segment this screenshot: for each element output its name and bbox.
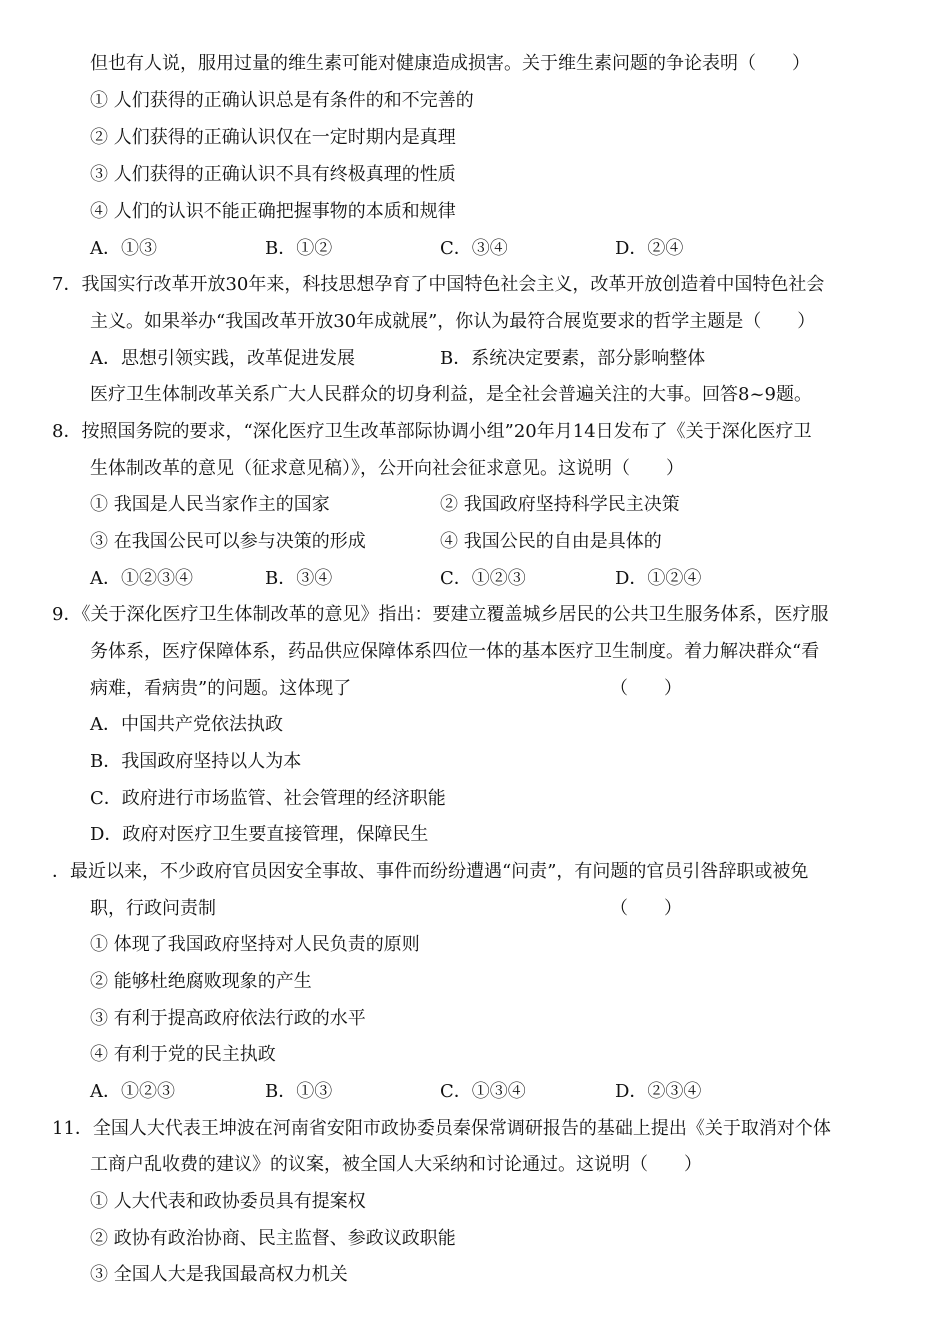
q10-choice-b: B．①③	[265, 1081, 333, 1102]
q9-option-d: D．政府对医疗卫生要直接管理，保障民生	[90, 824, 429, 845]
q6-item-2: ② 人们获得的正确认识仅在一定时期内是真理	[90, 127, 456, 148]
q8-choices	[90, 567, 850, 591]
q7-options	[90, 347, 850, 371]
q10-item-3: ③ 有利于提高政府依法行政的水平	[90, 1008, 366, 1029]
q11-stem-line-2: 工商户乱收费的建议》的议案，被全国人大采纳和讨论通过。这说明（ ）	[90, 1154, 702, 1175]
q10-answer-blank: （ ）	[610, 898, 682, 919]
q6-item-1: ① 人们获得的正确认识总是有条件的和不完善的	[90, 90, 474, 111]
q9-option-a: A．中国共产党依法执政	[90, 714, 283, 735]
q10-stem-line-1: ．最近以来，不少政府官员因安全事故、事件而纷纷遭遇“问责”，有问题的官员引咎辞职或被免	[52, 861, 809, 882]
q10-item-1: ① 体现了我国政府坚持对人民负责的原则	[90, 934, 420, 955]
q10-choice-a: A．①②③	[90, 1081, 175, 1102]
q8-item-2: ② 我国政府坚持科学民主决策	[440, 494, 680, 515]
q9-stem-line-3: 病难，看病贵”的问题。这体现了	[90, 678, 352, 699]
q10-choices	[90, 1080, 850, 1104]
q10-item-4: ④ 有利于党的民主执政	[90, 1044, 276, 1065]
q9-stem-line-1: 9．《关于深化医疗卫生体制改革的意见》指出：要建立覆盖城乡居民的公共卫生服务体系，医疗服	[52, 604, 829, 625]
q11-item-2: ② 政协有政治协商、民主监督、参政议政职能	[90, 1228, 456, 1249]
q6-choice-a: A．①③	[90, 238, 157, 259]
q11-stem-line-1: 11．全国人大代表王坤波在河南省安阳市政协委员秦保常调研报告的基础上提出《关于取消对个体	[52, 1118, 831, 1139]
q10-stem-line-2: 职，行政问责制	[90, 898, 216, 919]
q6-choice-d: D．②④	[615, 238, 684, 259]
q9-answer-blank: （ ）	[610, 678, 682, 699]
q8-items-row-1	[90, 493, 850, 517]
q6-choice-c: C．③④	[440, 238, 508, 259]
q8-stem-line-2: 生体制改革的意见（征求意见稿）》，公开向社会征求意见。这说明（ ）	[90, 458, 684, 479]
q7-stem-line-1: 7．我国实行改革开放30年来，科技思想孕育了中国特色社会主义，改革开放创造着中国特色社会	[52, 274, 825, 295]
intro-8-9: 医疗卫生体制改革关系广大人民群众的切身利益，是全社会普遍关注的大事。回答8~9题。	[90, 384, 812, 405]
q6-choice-b: B．①②	[265, 238, 333, 259]
q7-option-b: B．系统决定要素，部分影响整体	[440, 348, 706, 369]
q6-choices	[90, 237, 850, 261]
q8-items-row-2	[90, 530, 850, 554]
q11-item-3: ③ 全国人大是我国最高权力机关	[90, 1264, 348, 1285]
q7-option-a: A．思想引领实践，改革促进发展	[90, 348, 355, 369]
q6-item-3: ③ 人们获得的正确认识不具有终极真理的性质	[90, 164, 456, 185]
q8-choice-b: B．③④	[265, 568, 333, 589]
q8-item-3: ③ 在我国公民可以参与决策的形成	[90, 531, 366, 552]
q10-choice-d: D．②③④	[615, 1081, 702, 1102]
q8-stem-line-1: 8．按照国务院的要求，“深化医疗卫生改革部际协调小组”20年月14日发布了《关于深化医疗卫	[52, 421, 812, 442]
q6-stem-line: 但也有人说，服用过量的维生素可能对健康造成损害。关于维生素问题的争论表明（ ）	[90, 53, 810, 74]
q6-item-4: ④ 人们的认识不能正确把握事物的本质和规律	[90, 201, 456, 222]
q9-stem-line-2: 务体系，医疗保障体系，药品供应保障体系四位一体的基本医疗卫生制度。着力解决群众“看	[90, 641, 820, 662]
q10-item-2: ② 能够杜绝腐败现象的产生	[90, 971, 312, 992]
q8-item-1: ① 我国是人民当家作主的国家	[90, 494, 330, 515]
q9-option-c: C．政府进行市场监管、社会管理的经济职能	[90, 788, 446, 809]
q8-choice-a: A．①②③④	[90, 568, 193, 589]
q8-choice-d: D．①②④	[615, 568, 702, 589]
q8-choice-c: C．①②③	[440, 568, 526, 589]
q9-option-b: B．我国政府坚持以人为本	[90, 751, 302, 772]
q11-item-1: ① 人大代表和政协委员具有提案权	[90, 1191, 366, 1212]
q8-item-4: ④ 我国公民的自由是具体的	[440, 531, 662, 552]
q10-choice-c: C．①③④	[440, 1081, 526, 1102]
q7-stem-line-2: 主义。如果举办“我国改革开放30年成就展”，你认为最符合展览要求的哲学主题是（ ）	[90, 311, 816, 332]
